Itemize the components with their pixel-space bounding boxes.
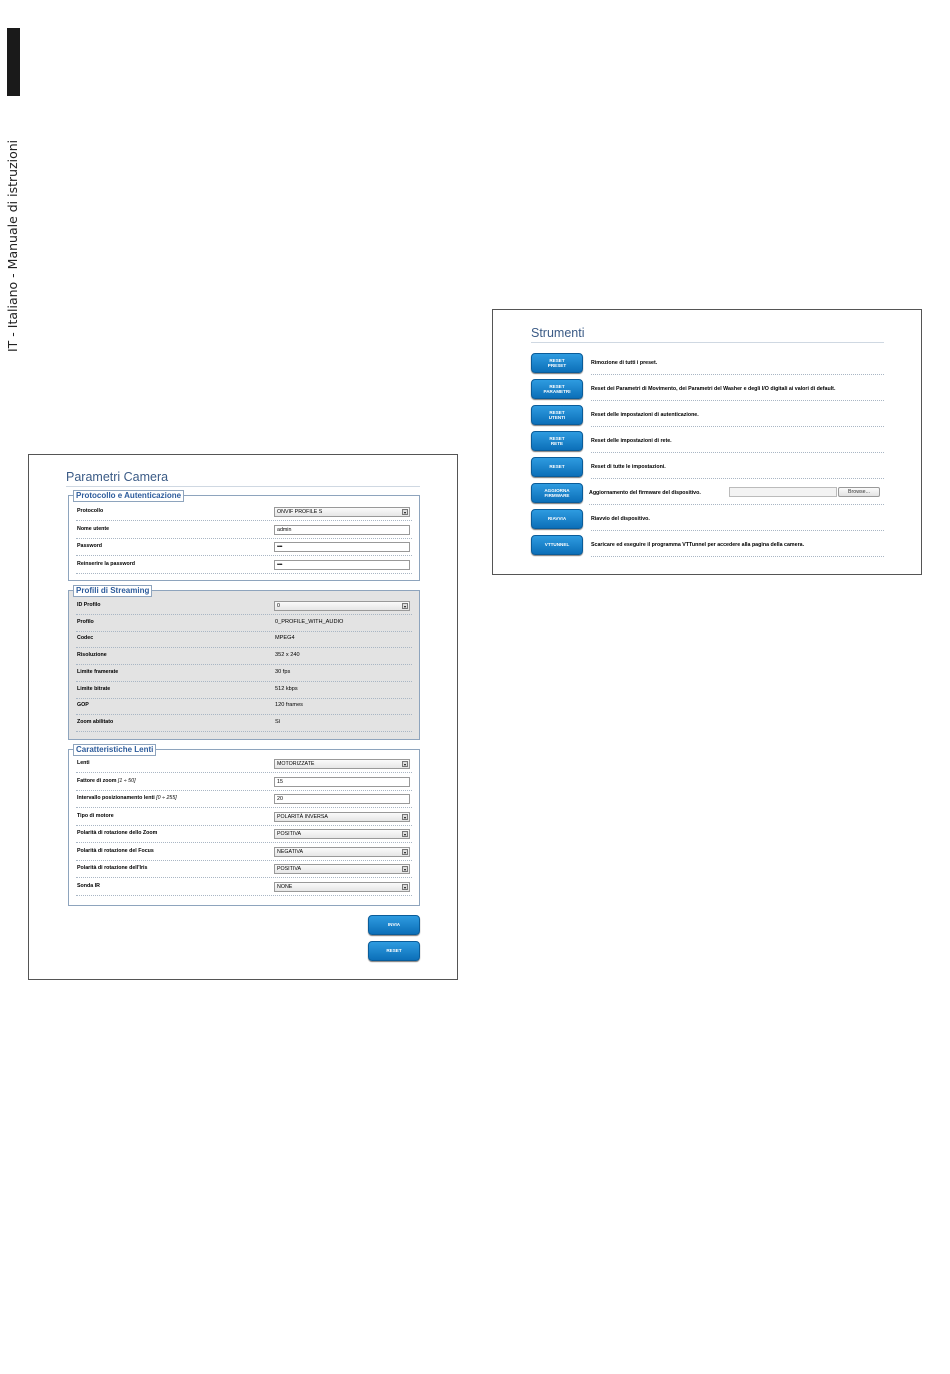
password-field[interactable]: •••• (274, 560, 410, 570)
tool-button[interactable]: RESET (531, 457, 583, 477)
send-button[interactable]: INVIA (368, 915, 420, 935)
tool-description: Reset di tutte le impostazioni. (591, 464, 884, 479)
form-row (76, 809, 412, 826)
camera-parameters-screenshot (28, 454, 458, 980)
tool-button[interactable]: RESET PARAMETRI (531, 379, 583, 399)
field-label: ID Profilo (77, 602, 101, 608)
tool-button[interactable]: AGGIORNA FIRMWARE (531, 483, 583, 503)
field-label: GOP (77, 702, 89, 709)
field-range-hint: [0 ÷ 255] (154, 795, 177, 801)
field-label: Zoom abilitato (77, 718, 114, 725)
field-label: Tipo di motore (77, 812, 114, 819)
tool-button[interactable]: RESET UTENTI (531, 405, 583, 425)
tool-description: Aggiornamento del firmware del dispositivo. (589, 490, 884, 505)
chevron-down-icon[interactable]: ▾ (403, 762, 406, 767)
field-label: Nome utente (77, 525, 110, 532)
tool-row (531, 532, 884, 558)
chapter-tab-marker (7, 28, 20, 96)
field-select[interactable] (274, 829, 410, 839)
form-row (76, 844, 412, 861)
field-value: Sì (275, 718, 281, 725)
field-label: Codec (77, 635, 94, 642)
auth-fieldset (68, 491, 420, 581)
browse-button[interactable]: Browse... (838, 487, 880, 497)
field-label: Lenti (77, 760, 90, 766)
firmware-file-input[interactable] (729, 487, 837, 497)
field-label: Risoluzione (77, 652, 107, 659)
form-row (76, 648, 412, 665)
form-row (76, 861, 412, 878)
tool-button[interactable]: RESET PRESET (531, 353, 583, 373)
tool-button[interactable]: VTTUNNEL (531, 535, 583, 555)
field-select[interactable] (274, 601, 410, 611)
form-row (76, 557, 412, 574)
field-label: Protocollo (77, 508, 104, 514)
select-value: 0 (277, 603, 280, 609)
chapter-side-label: IT - Italiano - Manuale di istruzioni (5, 139, 20, 352)
form-row (76, 774, 412, 791)
field-label: Profilo (77, 618, 94, 625)
field-label: Polarità di rotazione dello Zoom (77, 830, 158, 836)
field-value: 30 fps (275, 668, 291, 675)
field-value: 352 x 240 (275, 652, 300, 659)
form-row (76, 631, 412, 648)
form-row (76, 615, 412, 632)
tool-row (531, 506, 884, 532)
text-field[interactable]: admin (274, 525, 410, 535)
field-select[interactable] (274, 864, 410, 874)
chevron-down-icon[interactable]: ▾ (403, 849, 406, 855)
field-label: Intervallo posizionamento lenti [0 ÷ 255] (77, 795, 177, 801)
field-select[interactable] (274, 507, 410, 517)
select-value: MOTORIZZATE (277, 761, 315, 767)
field-value: MPEG4 (275, 635, 295, 642)
tool-button[interactable]: RIAVVIA (531, 509, 583, 529)
reset-button[interactable]: RESET (368, 941, 420, 961)
form-row (76, 756, 412, 773)
select-value: NONE (277, 883, 293, 890)
form-row (76, 539, 412, 556)
form-row (76, 715, 412, 732)
chevron-down-icon[interactable]: ▾ (403, 814, 406, 820)
lens-legend: Caratteristiche Lenti (73, 744, 156, 756)
field-label: Sonda IR (77, 882, 100, 889)
form-row (76, 698, 412, 715)
tools-panel-title: Strumenti (531, 326, 585, 340)
field-value: 512 kbps (275, 685, 298, 692)
auth-legend: Protocollo e Autenticazione (73, 490, 184, 502)
tool-row (531, 402, 884, 428)
tool-description: Scaricare ed eseguire il programma VTTunnel per accedere alla pagina della camera. (591, 542, 884, 557)
field-label: Fattore di zoom [1 ÷ 50] (77, 777, 136, 784)
streaming-legend: Profili di Streaming (73, 585, 152, 597)
field-label: Polarità di rotazione del Focus (77, 847, 154, 854)
tools-screenshot (492, 309, 922, 575)
tool-row (531, 480, 884, 506)
streaming-fieldset (68, 586, 420, 740)
field-select[interactable] (274, 759, 410, 769)
chevron-down-icon[interactable]: ▾ (403, 832, 406, 837)
field-select[interactable] (274, 882, 410, 892)
form-row (76, 522, 412, 539)
lens-fieldset (68, 745, 420, 906)
tool-description: Riavvio del dispositivo. (591, 516, 884, 531)
form-row (76, 598, 412, 615)
form-row (76, 665, 412, 682)
field-select[interactable] (274, 847, 410, 857)
field-select[interactable] (274, 812, 410, 822)
form-row (76, 879, 412, 896)
title-divider (66, 486, 420, 487)
chevron-down-icon[interactable]: ▾ (403, 867, 406, 872)
password-field[interactable]: •••• (274, 542, 410, 552)
chevron-down-icon[interactable]: ▾ (403, 510, 406, 515)
select-value: POSITIVA (277, 866, 302, 872)
select-value: NEGATIVA (277, 848, 303, 855)
tool-description: Reset dei Parametri di Movimento, dei Parametri del Washer e degli I/O digitali ai valori di default. (591, 386, 884, 401)
tool-row (531, 350, 884, 376)
camera-panel-title: Parametri Camera (66, 470, 169, 484)
form-row (76, 791, 412, 808)
field-range-hint: [1 ÷ 50] (116, 777, 136, 784)
tool-description: Reset delle impostazioni di autenticazione. (591, 412, 884, 427)
form-row (76, 826, 412, 843)
text-field[interactable]: 20 (274, 794, 410, 804)
tool-row (531, 376, 884, 402)
field-label: Limite bitrate (77, 685, 111, 692)
form-row (76, 504, 412, 521)
tool-description: Rimozione di tutti i preset. (591, 360, 884, 375)
title-divider (531, 342, 884, 343)
field-value: 0_PROFILE_WITH_AUDIO (275, 618, 344, 625)
tool-description: Reset delle impostazioni di rete. (591, 438, 884, 453)
select-value: POSITIVA (277, 831, 302, 837)
form-row (76, 682, 412, 699)
chevron-down-icon[interactable]: ▾ (403, 604, 406, 609)
tool-row (531, 454, 884, 480)
select-value: ONVIF PROFILE S (277, 509, 323, 515)
field-value: 120 frames (275, 702, 303, 709)
chevron-down-icon[interactable]: ▾ (403, 884, 406, 890)
tool-button[interactable]: RESET RETE (531, 431, 583, 451)
text-field[interactable]: 15 (274, 777, 410, 787)
tool-row (531, 428, 884, 454)
field-label: Reinserire la password (77, 560, 135, 567)
field-label: Polarità di rotazione dell'Iris (77, 865, 148, 871)
field-label: Password (77, 543, 103, 549)
select-value: POLARITÀ INVERSA (277, 813, 328, 820)
field-label: Limite framerate (77, 668, 119, 675)
